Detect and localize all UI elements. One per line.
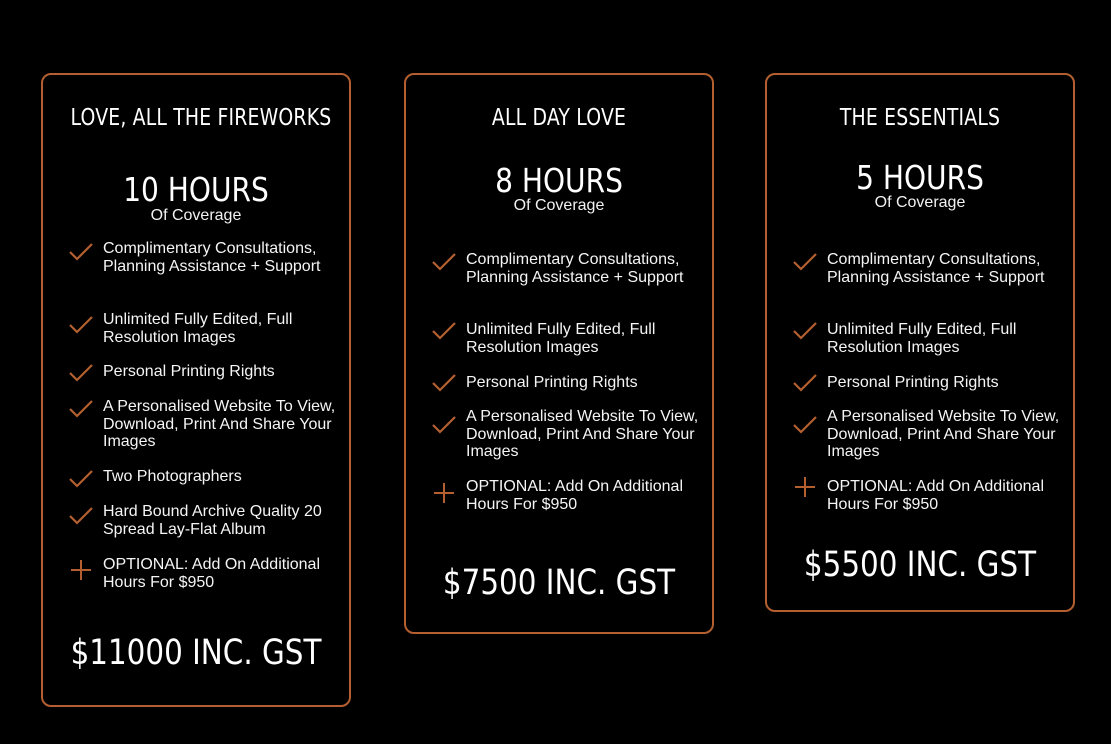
package-hours: 5 HOURS [856, 158, 984, 197]
coverage-label: Of Coverage [874, 194, 966, 211]
feature-item: Personal Printing Rights [466, 374, 638, 391]
check-icon [791, 251, 819, 273]
package-title: LOVE, ALL THE FIREWORKS [70, 105, 332, 131]
check-icon [791, 414, 819, 436]
check-icon [67, 362, 95, 384]
check-icon [67, 505, 95, 527]
package-price: $11000 INC. GST [70, 633, 322, 673]
coverage-label: Of Coverage [513, 197, 605, 214]
feature-item: A Personalised Website To View, Download, Print And Share Your Images [466, 408, 699, 460]
feature-item: OPTIONAL: Add On Additional Hours For $950 [827, 478, 1045, 513]
package-card-all-day [404, 73, 714, 634]
feature-item: Hard Bound Archive Quality 20 Spread Lay-Flat Album [103, 503, 322, 538]
check-icon [791, 372, 819, 394]
feature-item: OPTIONAL: Add On Additional Hours For $950 [103, 556, 321, 591]
feature-item: Unlimited Fully Edited, Full Resolution Images [827, 321, 1017, 356]
check-icon [67, 314, 95, 336]
feature-item: Complimentary Consultations, Planning Assistance + Support [466, 251, 684, 286]
feature-item: Personal Printing Rights [103, 363, 275, 380]
feature-item: A Personalised Website To View, Download, Print And Share Your Images [827, 408, 1060, 460]
check-icon [430, 414, 458, 436]
check-icon [430, 372, 458, 394]
feature-item: Unlimited Fully Edited, Full Resolution Images [103, 311, 293, 346]
feature-item: Complimentary Consultations, Planning Assistance + Support [827, 251, 1045, 286]
package-price: $7500 INC. GST [442, 563, 676, 603]
package-title: THE ESSENTIALS [839, 105, 1001, 131]
feature-item: Complimentary Consultations, Planning Assistance + Support [103, 240, 321, 275]
coverage-label: Of Coverage [150, 207, 242, 224]
feature-item: Two Photographers [103, 468, 242, 485]
package-card-fireworks [41, 73, 351, 707]
check-icon [430, 320, 458, 342]
check-icon [67, 468, 95, 490]
feature-item: OPTIONAL: Add On Additional Hours For $950 [466, 478, 684, 513]
feature-item: A Personalised Website To View, Download, Print And Share Your Images [103, 398, 336, 450]
plus-icon [67, 559, 95, 581]
check-icon [67, 398, 95, 420]
plus-icon [430, 482, 458, 504]
feature-item: Unlimited Fully Edited, Full Resolution Images [466, 321, 656, 356]
check-icon [430, 251, 458, 273]
check-icon [67, 241, 95, 263]
check-icon [791, 320, 819, 342]
plus-icon [791, 476, 819, 498]
package-hours: 10 HOURS [123, 170, 269, 209]
package-hours: 8 HOURS [495, 161, 623, 200]
package-title: ALL DAY LOVE [491, 105, 627, 131]
feature-item: Personal Printing Rights [827, 374, 999, 391]
package-card-essentials [765, 73, 1075, 612]
package-price: $5500 INC. GST [803, 545, 1037, 585]
